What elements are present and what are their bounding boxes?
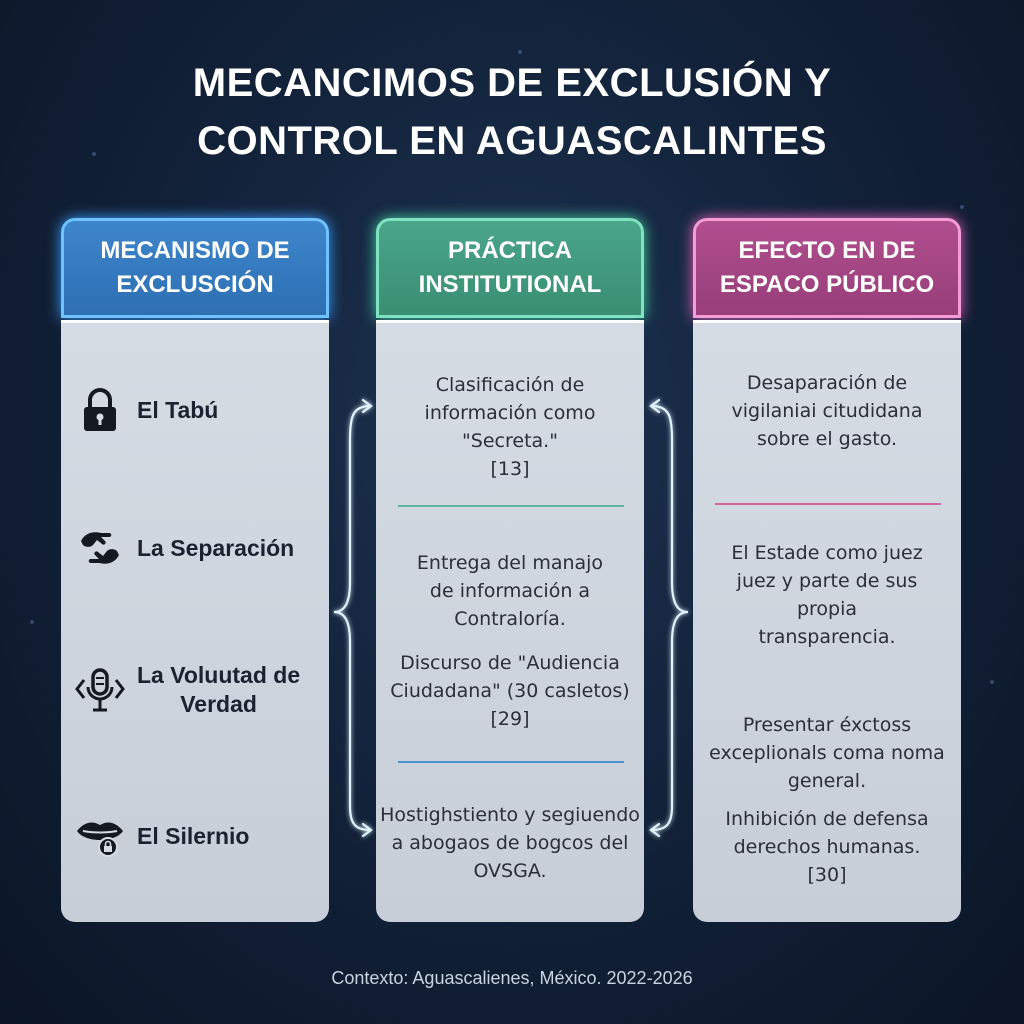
text-line: vigilaniai citudidana	[731, 400, 923, 422]
text-line: Clasificación de	[435, 374, 585, 396]
text-line: Desaparación de	[746, 372, 908, 394]
effect-column	[693, 218, 961, 922]
text-line: [30]	[807, 864, 847, 886]
text-line: derechos humanas.	[733, 836, 921, 858]
header-line: PRÁCTICA	[448, 237, 572, 264]
lock-icon	[75, 385, 125, 435]
mechanism-item	[75, 385, 325, 435]
column-header-effect	[693, 218, 961, 318]
text-line: Inhibición de defensa	[725, 808, 929, 830]
mechanism-label: El Tabú	[137, 396, 219, 423]
text-line: Discurso de "Audiencia	[400, 652, 620, 674]
mechanism-label: Verdad	[180, 691, 257, 717]
mechanism-item	[75, 661, 325, 719]
text-line: información como	[424, 402, 596, 424]
text-line: Contraloría.	[454, 608, 566, 630]
header-line: EFECTO EN DE	[738, 237, 916, 264]
practice-text	[376, 649, 644, 733]
microphone-code-icon	[75, 665, 125, 715]
right-bracket	[652, 406, 688, 830]
text-line: exceplionals coma noma	[709, 742, 945, 764]
mechanism-label: La Separación	[137, 534, 295, 561]
header-line: ESPACO PÚBLICO	[719, 271, 935, 298]
column-body	[61, 320, 329, 922]
text-line: [29]	[490, 708, 530, 730]
column-body	[376, 320, 644, 922]
text-line: general.	[787, 770, 867, 792]
practice-column	[376, 218, 644, 922]
text-line: Presentar éxctoss	[742, 714, 912, 736]
text-line: de información a	[429, 580, 591, 602]
effect-text	[693, 711, 961, 795]
header-line: MECANISMO DE	[100, 237, 290, 264]
header-line: INSTITUTIONAL	[418, 271, 602, 298]
text-line: propia	[796, 598, 858, 620]
text-line: Hostighstiento y segiuendo	[380, 804, 640, 826]
text-line: transparencia.	[758, 626, 896, 648]
separator-line	[715, 503, 941, 505]
column-body	[693, 320, 961, 922]
mechanism-item	[75, 811, 325, 861]
practice-text	[376, 371, 644, 483]
practice-text	[376, 801, 644, 885]
title-line-2: CONTROL EN AGUASCALINTES	[197, 119, 827, 163]
mechanism-label: La Voluutad de	[137, 662, 301, 688]
text-line: El Estade como juez	[731, 542, 923, 564]
text-line: "Secreta."	[462, 430, 558, 452]
header-line: EXCLUSCIÓN	[116, 271, 274, 298]
mechanism-column	[61, 218, 329, 922]
column-header-mechanism	[61, 218, 329, 318]
practice-text	[376, 549, 644, 633]
separator-line	[398, 505, 624, 507]
effect-text	[693, 369, 961, 453]
text-line: a abogaos de bogcos del	[391, 832, 629, 854]
footer-context: Contexto: Aguascalienes, México. 2022-2026	[331, 968, 693, 988]
text-line: sobre el gasto.	[756, 428, 898, 450]
column-header-practice	[376, 218, 644, 318]
text-line: Ciudadana" (30 casletos)	[390, 680, 630, 702]
lips-lock-icon	[75, 811, 125, 861]
mechanism-label: El Silernio	[137, 822, 250, 849]
text-line: [13]	[490, 458, 530, 480]
mechanism-item	[75, 523, 325, 573]
title-line-1: MECANCIMOS DE EXCLUSIÓN Y	[192, 61, 832, 105]
separator-line	[398, 761, 624, 763]
text-line: OVSGA.	[473, 860, 547, 882]
hands-icon	[75, 523, 125, 573]
text-line: Entrega del manajo	[416, 552, 604, 574]
effect-text	[693, 539, 961, 651]
left-bracket	[334, 406, 370, 830]
text-line: juez y parte de sus	[736, 570, 918, 592]
effect-text	[693, 805, 961, 889]
